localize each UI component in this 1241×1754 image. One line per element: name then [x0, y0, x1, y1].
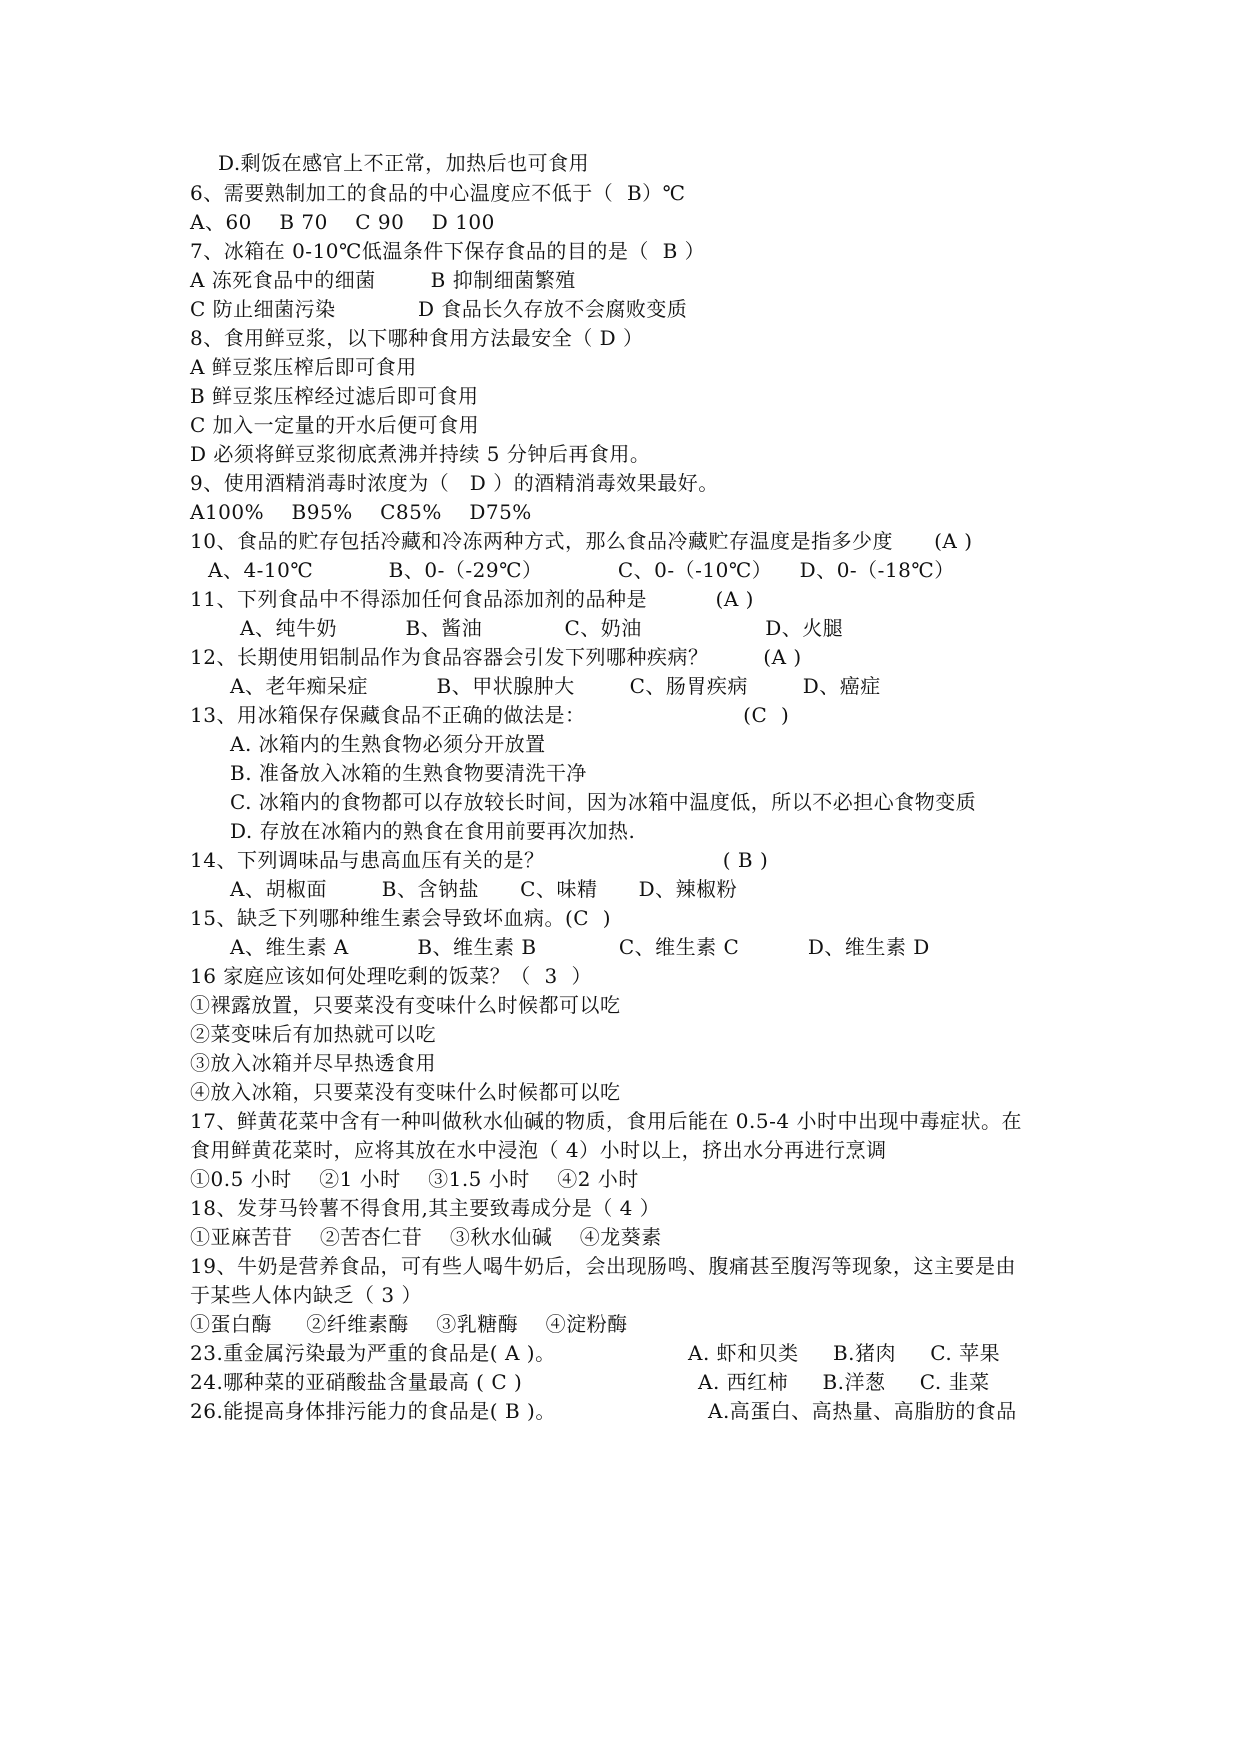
question-16-option-3: ③放入冰箱并尽早热透食用 [190, 1051, 436, 1075]
question-8-option-d: D 必须将鲜豆浆彻底煮沸并持续 5 分钟后再食用。 [190, 442, 651, 466]
question-19-options: ①蛋白酶 ②纤维素酶 ③乳糖酶 ④淀粉酶 [190, 1312, 628, 1336]
question-24-row [190, 1366, 1050, 1398]
question-9: 9、使用酒精消毒时浓度为（ D ）的酒精消毒效果最好。 [190, 471, 719, 495]
question-12: 12、长期使用铝制品作为食品容器会引发下列哪种疾病？ (A ) [190, 645, 802, 669]
question-13-option-c: C. 冰箱内的食物都可以存放较长时间，因为冰箱中温度低，所以不必担心食物变质 [230, 790, 977, 814]
question-13-option-a: A. 冰箱内的生熟食物必须分开放置 [230, 732, 546, 756]
question-18-options: ①亚麻苦苷 ②苦杏仁苷 ③秋水仙碱 ④龙葵素 [190, 1225, 662, 1249]
question-17-options: ①0.5 小时 ②1 小时 ③1.5 小时 ④2 小时 [190, 1167, 639, 1191]
question-23: 23.重金属污染最为严重的食品是( A )。 [190, 1341, 556, 1365]
question-13-option-d: D. 存放在冰箱内的熟食在食用前要再次加热. [230, 819, 636, 843]
question-17-line-1: 17、鲜黄花菜中含有一种叫做秋水仙碱的物质，食用后能在 0.5-4 小时中出现中毒症状。在 [190, 1109, 1022, 1133]
question-19-line-2: 于某些人体内缺乏（ 3 ） [190, 1283, 422, 1307]
question-6-options: A、60 B 70 C 90 D 100 [190, 210, 495, 234]
question-16-option-4: ④放入冰箱，只要菜没有变味什么时候都可以吃 [190, 1080, 621, 1104]
question-11-options: A、纯牛奶 B、酱油 C、奶油 D、火腿 [240, 616, 844, 640]
question-10-options: A、4-10℃ B、0-（-29℃） C、0-（-10℃） D、0-（-18℃） [208, 558, 955, 582]
question-12-options: A、老年痴呆症 B、甲状腺肿大 C、肠胃疾病 D、癌症 [230, 674, 881, 698]
question-16-option-2: ②菜变味后有加热就可以吃 [190, 1022, 436, 1046]
question-14: 14、下列调味品与患高血压有关的是？ ( B ) [190, 848, 769, 872]
question-24-options: A. 西红柿 B.洋葱 C. 韭菜 [698, 1370, 990, 1394]
q5-option-d: D.剩饭在感官上不正常，加热后也可食用 [218, 151, 590, 175]
question-6: 6、需要熟制加工的食品的中心温度应不低于（ B）℃ [190, 181, 686, 205]
question-15: 15、缺乏下列哪种维生素会导致坏血病。(C ) [190, 906, 612, 930]
question-15-options: A、维生素 A B、维生素 B C、维生素 C D、维生素 D [230, 935, 930, 959]
question-17-line-2: 食用鲜黄花菜时，应将其放在水中浸泡（ 4）小时以上，挤出水分再进行烹调 [190, 1138, 887, 1162]
question-18: 18、发芽马铃薯不得食用,其主要致毒成分是（ 4 ） [190, 1196, 661, 1220]
question-7: 7、冰箱在 0-10℃低温条件下保存食品的目的是（ B ） [190, 239, 706, 263]
question-26: 26.能提高身体排污能力的食品是( B )。 [190, 1399, 556, 1423]
question-19-line-1: 19、牛奶是营养食品，可有些人喝牛奶后，会出现肠鸣、腹痛甚至腹泻等现象，这主要是由 [190, 1254, 1016, 1278]
question-13-option-b: B. 准备放入冰箱的生熟食物要清洗干净 [230, 761, 587, 785]
question-16-option-1: ①裸露放置，只要菜没有变味什么时候都可以吃 [190, 993, 621, 1017]
question-7-options-cd: C 防止细菌污染 D 食品长久存放不会腐败变质 [190, 297, 688, 321]
question-23-row [190, 1337, 1050, 1369]
question-14-options: A、胡椒面 B、含钠盐 C、味精 D、辣椒粉 [230, 877, 738, 901]
question-10: 10、食品的贮存包括冷藏和冷冻两种方式，那么食品冷藏贮存温度是指多少度 (A ) [190, 529, 973, 553]
question-8-option-c: C 加入一定量的开水后便可食用 [190, 413, 480, 437]
question-26-row [190, 1395, 1050, 1427]
question-26-option-a: A.高蛋白、高热量、高脂肪的食品 [708, 1399, 1017, 1423]
question-9-options: A100% B95% C85% D75% [190, 500, 532, 524]
question-8-option-b: B 鲜豆浆压榨经过滤后即可食用 [190, 384, 479, 408]
question-11: 11、下列食品中不得添加任何食品添加剂的品种是 (A ) [190, 587, 754, 611]
question-24: 24.哪种菜的亚硝酸盐含量最高 ( C ) [190, 1370, 523, 1394]
question-8: 8、食用鲜豆浆，以下哪种食用方法最安全（ D ） [190, 326, 644, 350]
question-13: 13、用冰箱保存保藏食品不正确的做法是： (C ) [190, 703, 790, 727]
question-23-options: A. 虾和贝类 B.猪肉 C. 苹果 [688, 1341, 1001, 1365]
question-8-option-a: A 鲜豆浆压榨后即可食用 [190, 355, 417, 379]
question-7-options-ab: A 冻死食品中的细菌 B 抑制细菌繁殖 [190, 268, 576, 292]
question-16: 16 家庭应该如何处理吃剩的饭菜？（ 3 ） [190, 964, 592, 988]
